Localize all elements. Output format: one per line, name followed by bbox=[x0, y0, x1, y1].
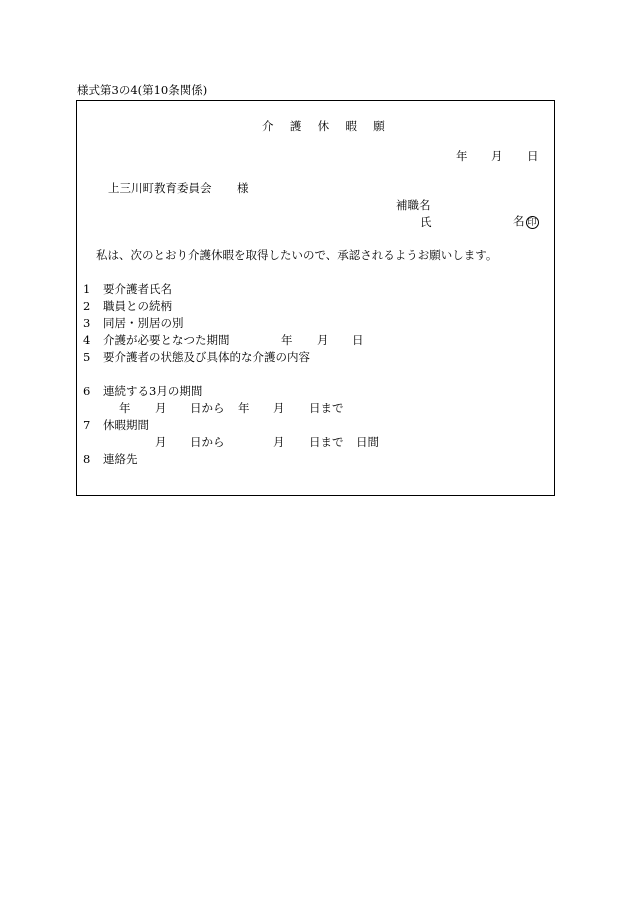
item-7 bbox=[83, 418, 149, 432]
item-1 bbox=[83, 282, 172, 296]
item-number: 3 bbox=[83, 316, 91, 330]
request-text: 私は、次のとおり介護休暇を取得したいので、承認されるようお願いします。 bbox=[96, 248, 498, 262]
date-month: 月 bbox=[491, 149, 503, 163]
period6-year-2: 年 bbox=[238, 401, 250, 415]
title-char: 暇 bbox=[345, 119, 357, 133]
item-label: 同居・別居の別 bbox=[103, 316, 184, 330]
date-day: 日 bbox=[527, 149, 539, 163]
title-char: 休 bbox=[317, 119, 330, 133]
title-char: 介 bbox=[262, 119, 274, 133]
date-year: 年 bbox=[456, 149, 468, 163]
item-label: 休暇期間 bbox=[103, 418, 149, 432]
item-label: 介護が必要となつた期間 bbox=[103, 333, 230, 347]
item-number: 4 bbox=[83, 333, 91, 347]
period6-month-2: 月 bbox=[273, 401, 285, 415]
item-number: 2 bbox=[83, 299, 91, 313]
period6-year-1: 年 bbox=[119, 401, 131, 415]
period7-month-2: 月 bbox=[273, 435, 285, 449]
item-2 bbox=[83, 299, 172, 313]
name-label-second bbox=[513, 214, 539, 229]
item-4 bbox=[83, 333, 230, 347]
item-number: 5 bbox=[83, 350, 91, 364]
title-char: 願 bbox=[373, 119, 385, 133]
seal-mark: 印 bbox=[527, 217, 537, 228]
item-4-year: 年 bbox=[281, 333, 293, 347]
item-8 bbox=[83, 452, 138, 466]
period7-days: 日間 bbox=[356, 435, 379, 449]
item-5 bbox=[83, 350, 310, 364]
period6-day-from: 日から bbox=[190, 401, 225, 415]
addressee-honorific: 様 bbox=[237, 181, 249, 195]
title-char: 護 bbox=[289, 119, 302, 133]
addressee-name: 上三川町教育委員会 bbox=[108, 181, 212, 195]
name-label-char: 名 bbox=[513, 214, 525, 228]
item-number: 1 bbox=[83, 282, 91, 296]
item-label: 要介護者の状態及び具体的な介護の内容 bbox=[103, 350, 310, 364]
name-label-first: 氏 bbox=[420, 215, 432, 229]
position-label: 補職名 bbox=[396, 198, 431, 212]
item-label: 職員との続柄 bbox=[103, 299, 172, 313]
period6-day-until: 日まで bbox=[309, 401, 344, 415]
period6-month-1: 月 bbox=[155, 401, 167, 415]
period7-month-1: 月 bbox=[155, 435, 167, 449]
item-3 bbox=[83, 316, 184, 330]
item-4-month: 月 bbox=[317, 333, 329, 347]
form-code: 様式第3の4(第10条関係) bbox=[77, 83, 208, 97]
item-label: 要介護者氏名 bbox=[103, 282, 172, 296]
item-number: 8 bbox=[83, 452, 91, 466]
period7-day-from: 日から bbox=[190, 435, 225, 449]
form-title bbox=[262, 119, 385, 133]
item-number: 6 bbox=[83, 384, 91, 398]
item-6 bbox=[83, 384, 202, 398]
item-number: 7 bbox=[83, 418, 91, 432]
item-4-day: 日 bbox=[352, 333, 364, 347]
item-label: 連続する3月の期間 bbox=[103, 384, 203, 398]
item-label: 連絡先 bbox=[103, 452, 138, 466]
period7-day-until: 日まで bbox=[309, 435, 344, 449]
